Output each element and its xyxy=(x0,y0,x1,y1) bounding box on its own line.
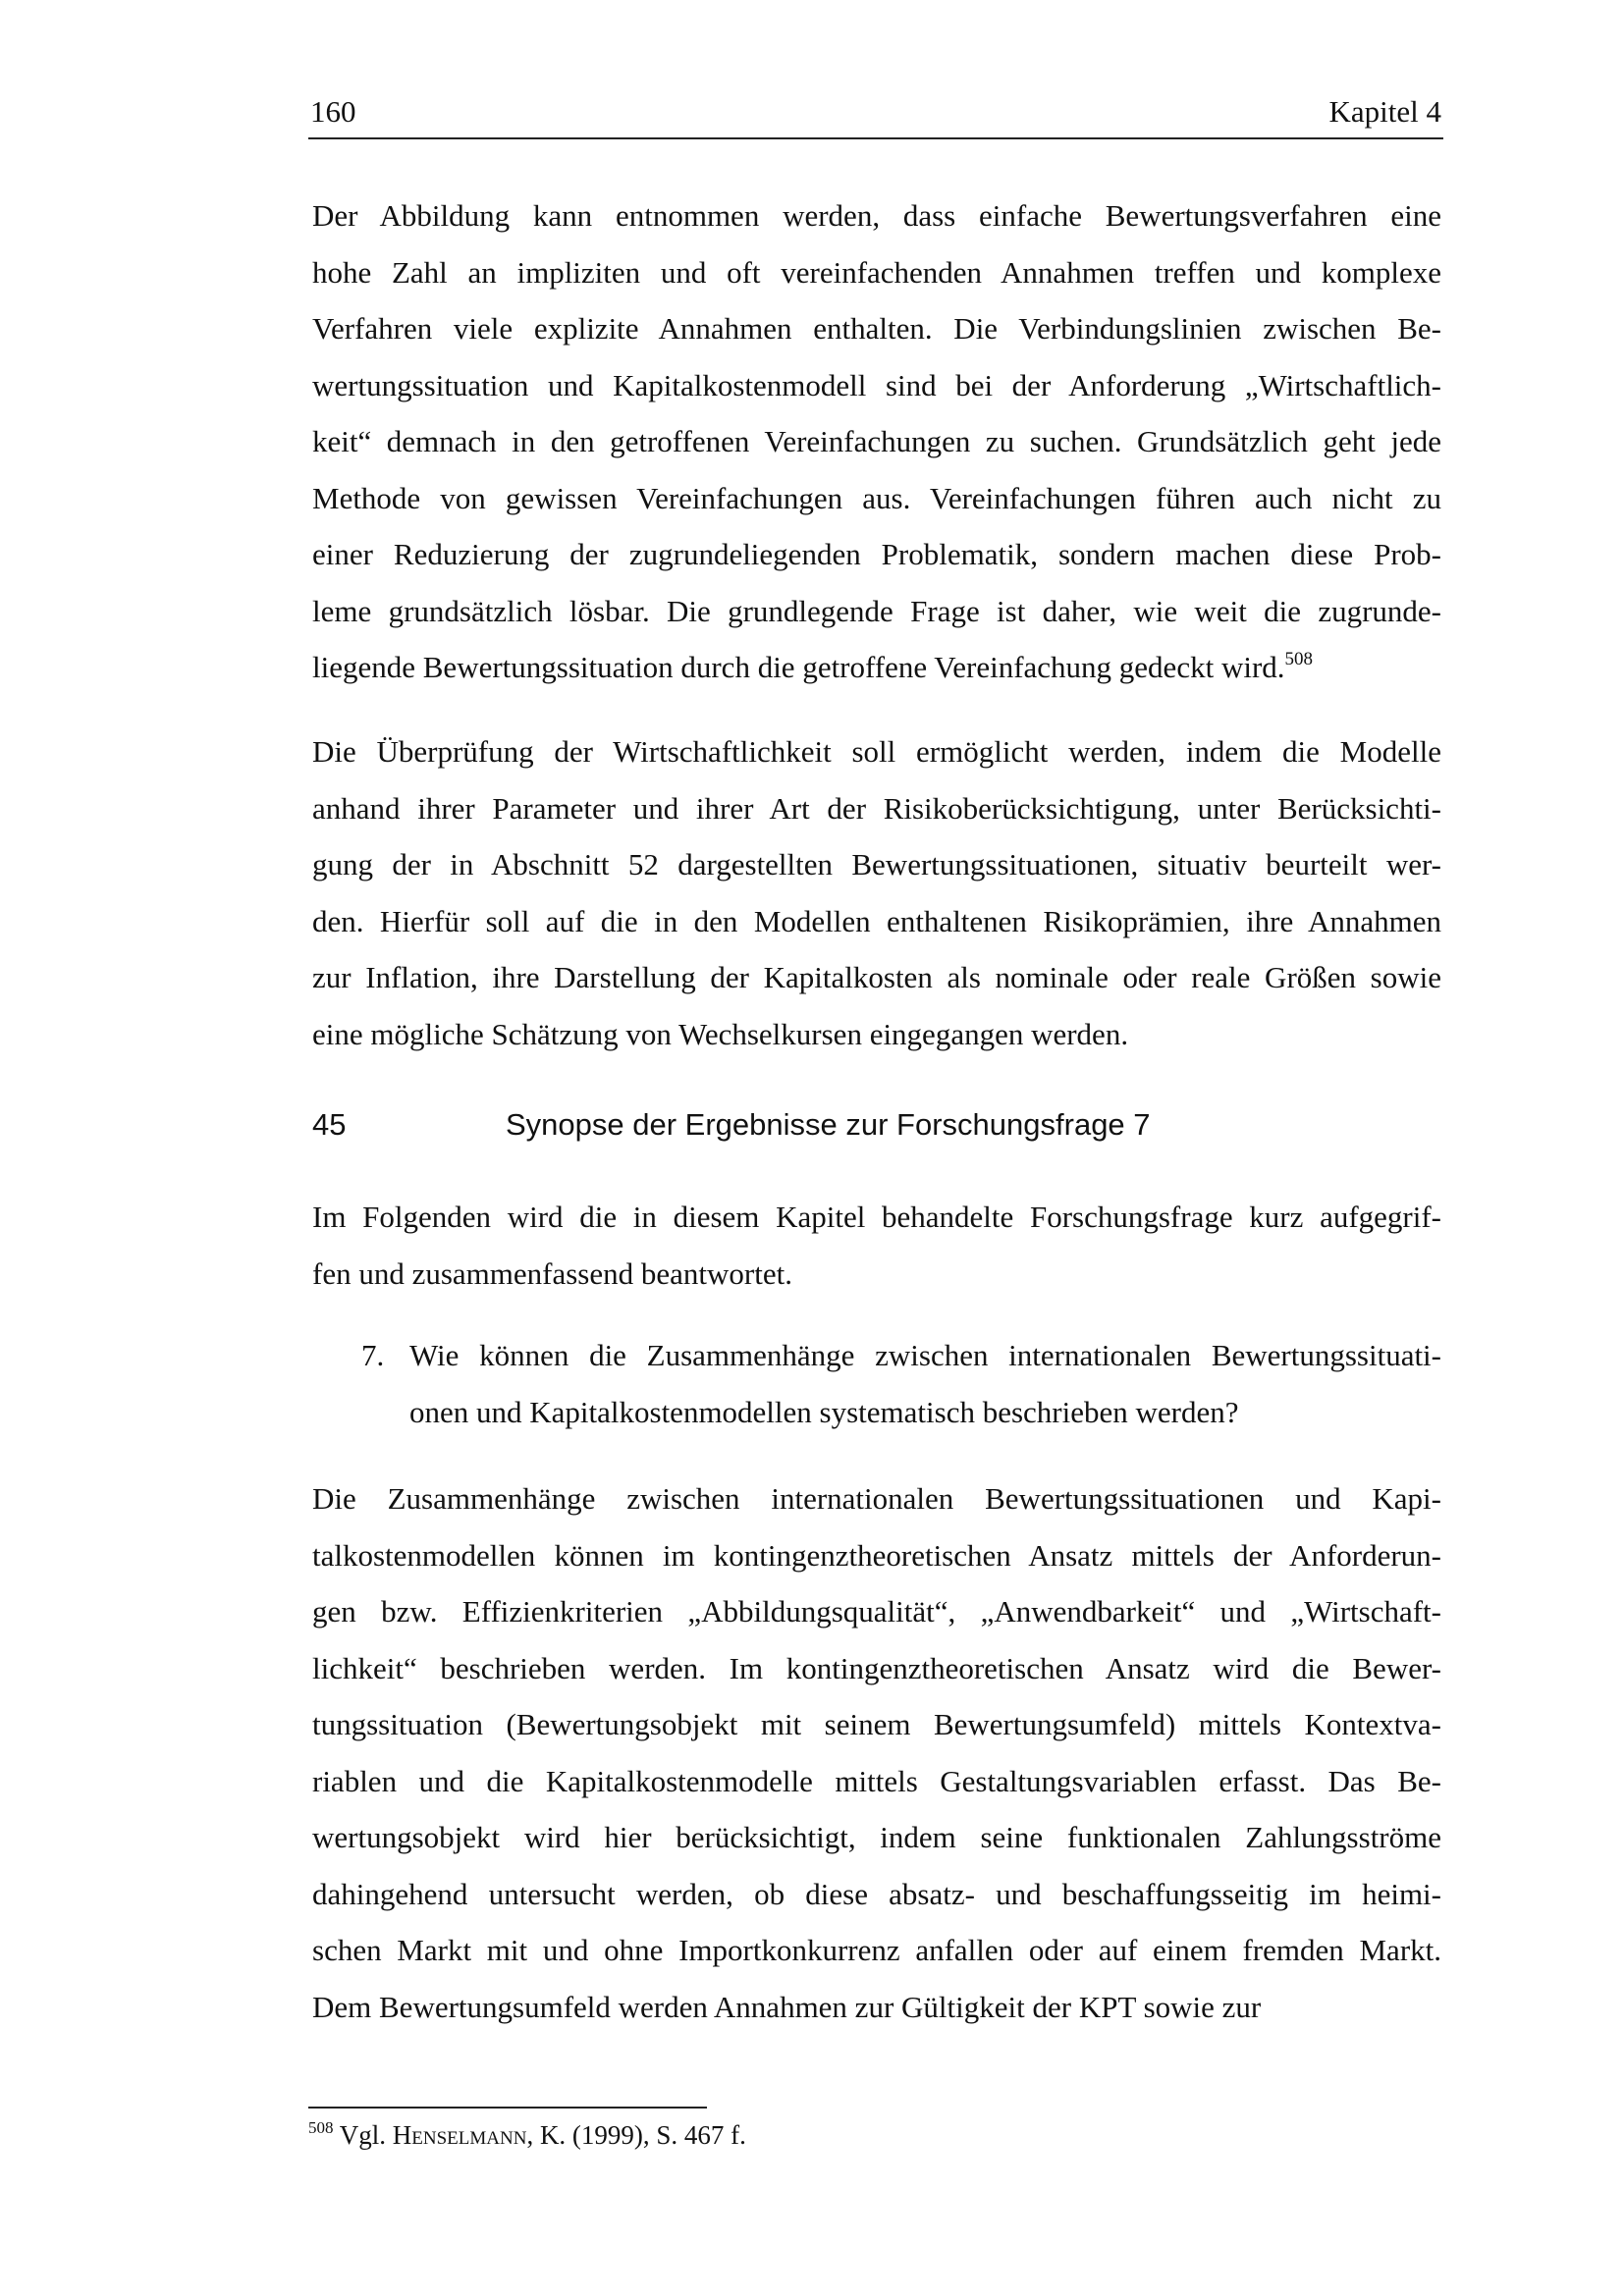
text-line: riablen und die Kapitalkostenmodelle mittels Gestaltungsvariablen erfasst. Das Be- xyxy=(312,1763,1441,1798)
chapter-label: Kapitel 4 xyxy=(1328,94,1441,129)
text-line: einer Reduzierung der zugrundeliegenden Problematik, sondern machen diese Prob- xyxy=(312,537,1441,571)
paragraph-1 xyxy=(312,187,1441,696)
text-line: Methode von gewissen Vereinfachungen aus. Vereinfachungen führen auch nicht zu xyxy=(312,480,1441,515)
text-line: fen und zusammenfassend beantwortet. xyxy=(312,1255,792,1291)
text-line: gung der in Abschnitt 52 dargestellten Bewertungssituationen, situativ beurteilt wer- xyxy=(312,847,1441,881)
page-header xyxy=(308,94,1443,139)
footnote-separator xyxy=(308,2107,707,2109)
text-line: eine mögliche Schätzung von Wechselkursen eingegangen werden. xyxy=(312,1016,1129,1051)
footnote-citation: , K. (1999), S. 467 f. xyxy=(526,2120,746,2150)
footnote xyxy=(308,2120,746,2151)
text-line: Verfahren viele explizite Annahmen enthalten. Die Verbindungslinien zwischen Be- xyxy=(312,311,1441,346)
footnote-number: 508 xyxy=(308,2118,334,2137)
text-line: wertungsobjekt wird hier berücksichtigt, indem seine funktionalen Zahlungsströme xyxy=(312,1820,1441,1854)
text-line: gen bzw. Effizienkriterien „Abbildungsqualität“, „Anwendbarkeit“ und „Wirtschaft- xyxy=(312,1594,1441,1629)
text-line: onen und Kapitalkostenmodellen systematisch beschrieben werden? xyxy=(409,1394,1239,1429)
footnote-reference[interactable]: 508 xyxy=(1284,649,1314,669)
text-line: Der Abbildung kann entnommen werden, dass einfache Bewertungsverfahren eine xyxy=(312,198,1441,233)
section-title: Synopse der Ergebnisse zur Forschungsfrage 7 xyxy=(506,1107,1151,1142)
text-line: Wie können die Zusammenhänge zwischen internationalen Bewertungssituati- xyxy=(409,1338,1441,1372)
section-number: 45 xyxy=(312,1107,347,1142)
page-number: 160 xyxy=(310,94,356,129)
text-line: tungssituation (Bewertungsobjekt mit seinem Bewertungsumfeld) mittels Kontextva- xyxy=(312,1707,1441,1741)
text-line: talkostenmodellen können im kontingenztheoretischen Ansatz mittels der Anforderun- xyxy=(312,1537,1441,1573)
text-line: lichkeit“ beschrieben werden. Im kontingenztheoretischen Ansatz wird die Bewer- xyxy=(312,1650,1441,1685)
text-line: Die Überprüfung der Wirtschaftlichkeit soll ermöglicht werden, indem die Modelle xyxy=(312,734,1441,769)
paragraph-4 xyxy=(312,1470,1441,2035)
text-line: keit“ demnach in den getroffenen Vereinfachungen zu suchen. Grundsätzlich geht jede xyxy=(312,424,1441,458)
paragraph-2 xyxy=(312,723,1441,1062)
text-line: schen Markt mit und ohne Importkonkurrenz anfallen oder auf einem fremden Markt. xyxy=(312,1933,1441,1967)
text-line: Die Zusammenhänge zwischen internationalen Bewertungssituationen und Kapi- xyxy=(312,1481,1441,1516)
text-line: hohe Zahl an impliziten und oft vereinfachenden Annahmen treffen und komplexe xyxy=(312,254,1441,290)
text-line: anhand ihrer Parameter und ihrer Art der Risikoberücksichtigung, unter Berücksichti- xyxy=(312,790,1441,826)
footnote-author: Henselmann xyxy=(392,2120,527,2150)
text-line: Im Folgenden wird die in diesem Kapitel behandelte Forschungsfrage kurz aufgegrif- xyxy=(312,1200,1441,1234)
paragraph-3 xyxy=(312,1189,1441,1302)
question-text xyxy=(409,1327,1441,1440)
text-line: Dem Bewertungsumfeld werden Annahmen zur Gültigkeit der KPT sowie zur xyxy=(312,1989,1262,2024)
text-line: dahingehend untersucht werden, ob diese absatz- und beschaffungsseitig im heimi- xyxy=(312,1876,1441,1911)
text-line: wertungssituation und Kapitalkostenmodell sind bei der Anforderung „Wirtschaftlich- xyxy=(312,367,1441,402)
text-line: zur Inflation, ihre Darstellung der Kapitalkosten als nominale oder reale Größen sowie xyxy=(312,960,1441,994)
text-line: leme grundsätzlich lösbar. Die grundlegende Frage ist daher, wie weit die zugrunde- xyxy=(312,593,1441,628)
footnote-prefix: Vgl. xyxy=(339,2120,387,2150)
text-line: den. Hierfür soll auf die in den Modellen enthaltenen Risikoprämien, ihre Annahmen xyxy=(312,903,1441,938)
text-line: liegende Bewertungssituation durch die getroffene Vereinfachung gedeckt wird.$^{508}$ xyxy=(312,649,1314,684)
question-number: 7. xyxy=(361,1338,385,1372)
